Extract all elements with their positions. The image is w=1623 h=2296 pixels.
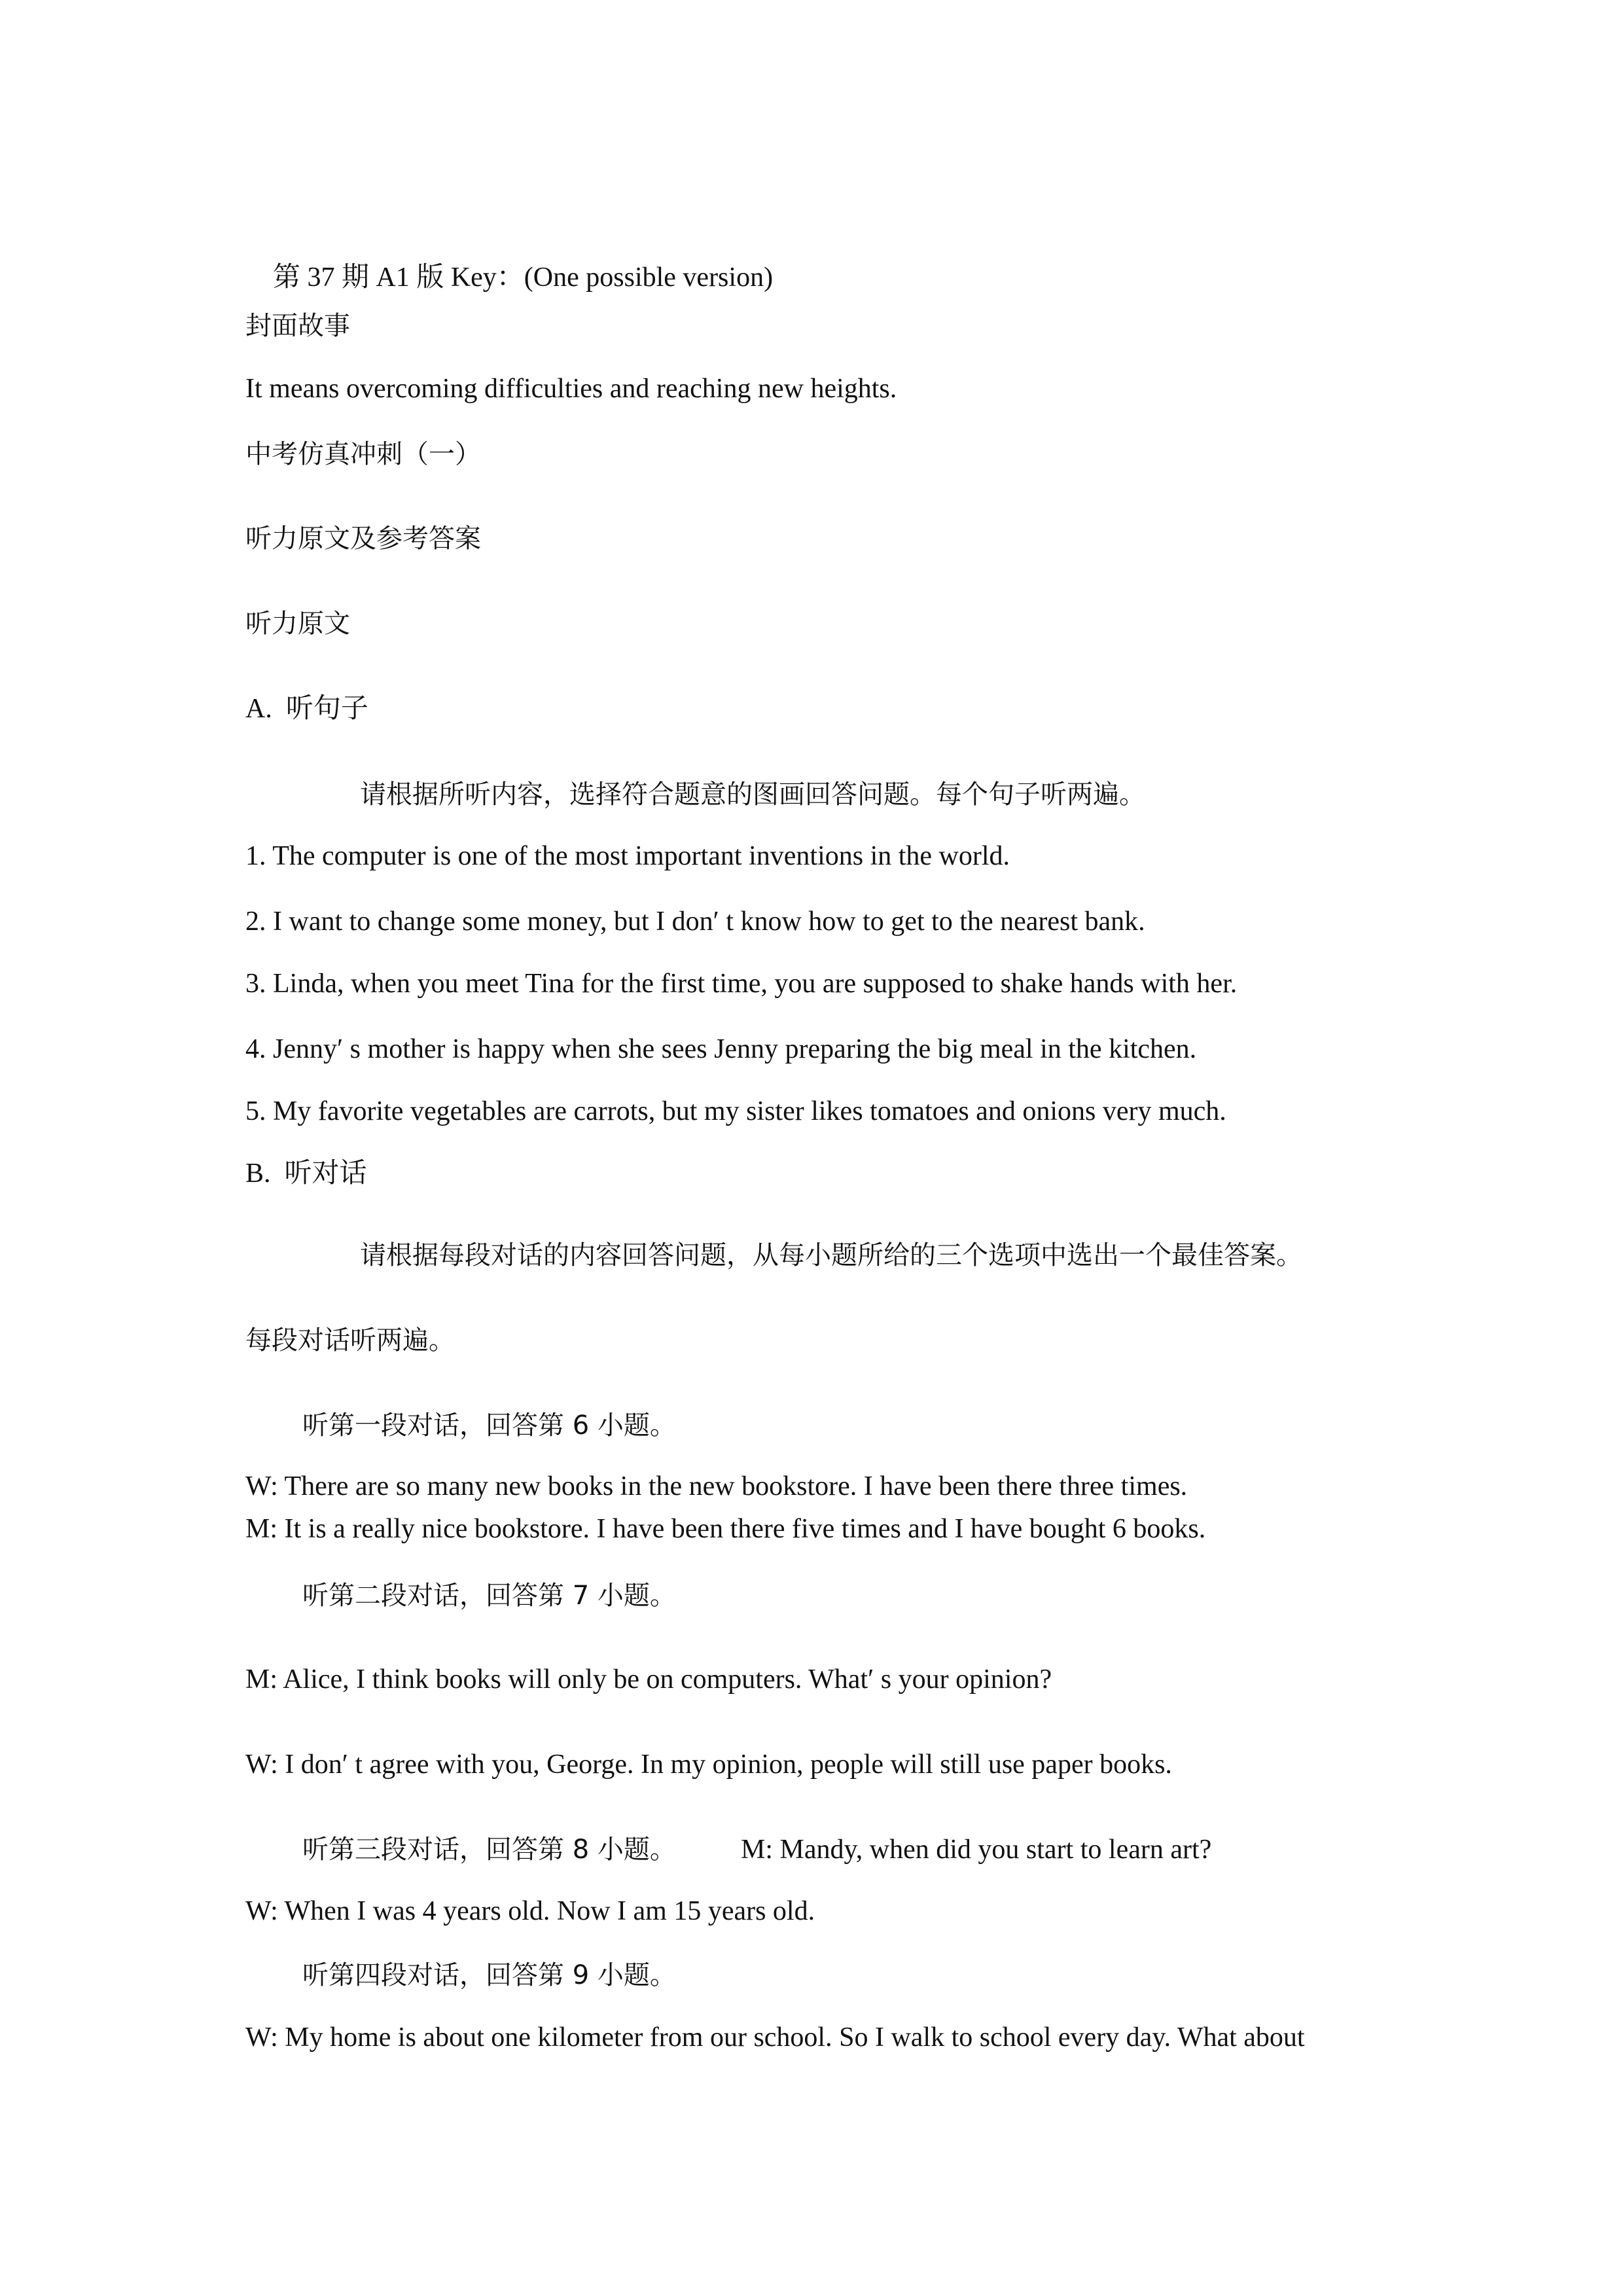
section-a-title <box>245 691 368 727</box>
dialogue-3-first-line: M: Mandy, when did you start to learn art? <box>741 1835 1212 1865</box>
section-b-instruction-line1: 请根据每段对话的内容回答问题，从每小题所给的三个选项中选出一个最佳答案。 <box>360 1240 1302 1270</box>
issue-key-text: 第 37 期 A1 版 Key：(One possible version) <box>273 262 774 293</box>
dialogue-1-line-1: W: There are so many new books in the new bookstore. I have been there three times. <box>245 1471 1188 1501</box>
sentence-3: 3. Linda, when you meet Tina for the first time, you are supposed to shake hands with her. <box>245 969 1238 999</box>
dialogue-2-heading: 听第二段对话，回答第 7 小题。 <box>302 1581 676 1611</box>
transcript-heading: 听力原文 <box>245 609 350 639</box>
dialogue-1-line-2: M: It is a really nice bookstore. I have been there five times and I have bought 6 books. <box>245 1514 1206 1544</box>
section-a-instruction: 请根据所听内容，选择符合题意的图画回答问题。每个句子听两遍。 <box>360 780 1145 810</box>
listening-heading: 听力原文及参考答案 <box>245 524 481 554</box>
section-b-instruction-line2: 每段对话听两遍。 <box>245 1325 455 1355</box>
dialogue-2-line-1: M: Alice, I think books will only be on computers. What′ s your opinion? <box>245 1664 1052 1695</box>
sentence-4: 4. Jenny′ s mother is happy when she sees Jenny preparing the big meal in the kitchen. <box>245 1034 1197 1064</box>
dialogue-4-heading: 听第四段对话，回答第 9 小题。 <box>302 1960 676 1990</box>
dialogue-2-line-2: W: I don′ t agree with you, George. In my opinion, people will still use paper books. <box>245 1749 1172 1780</box>
sentence-2: 2. I want to change some money, but I don′ t know how to get to the nearest bank. <box>245 906 1145 937</box>
dialogue-3-heading: 听第三段对话，回答第 8 小题。 <box>302 1835 676 1865</box>
section-b-title <box>245 1155 367 1192</box>
section-b-title-text: B. 听对话 <box>245 1158 367 1189</box>
dialogue-3-line-1: W: When I was 4 years old. Now I am 15 years old. <box>245 1896 815 1926</box>
dialogue-4-line-1: W: My home is about one kilometer from our school. So I walk to school every day. What about <box>245 2022 1305 2053</box>
dialogue-1-heading: 听第一段对话，回答第 6 小题。 <box>302 1410 676 1441</box>
exam-heading: 中考仿真冲刺（一） <box>245 439 481 469</box>
sentence-1: 1. The computer is one of the most important inventions in the world. <box>245 841 1010 871</box>
cover-story-answer: It means overcoming difficulties and reaching new heights. <box>245 374 897 404</box>
cover-story-heading: 封面故事 <box>245 311 350 341</box>
sentence-5: 5. My favorite vegetables are carrots, but my sister likes tomatoes and onions very much. <box>245 1096 1226 1126</box>
section-a-title-text: A. 听句子 <box>245 694 368 724</box>
